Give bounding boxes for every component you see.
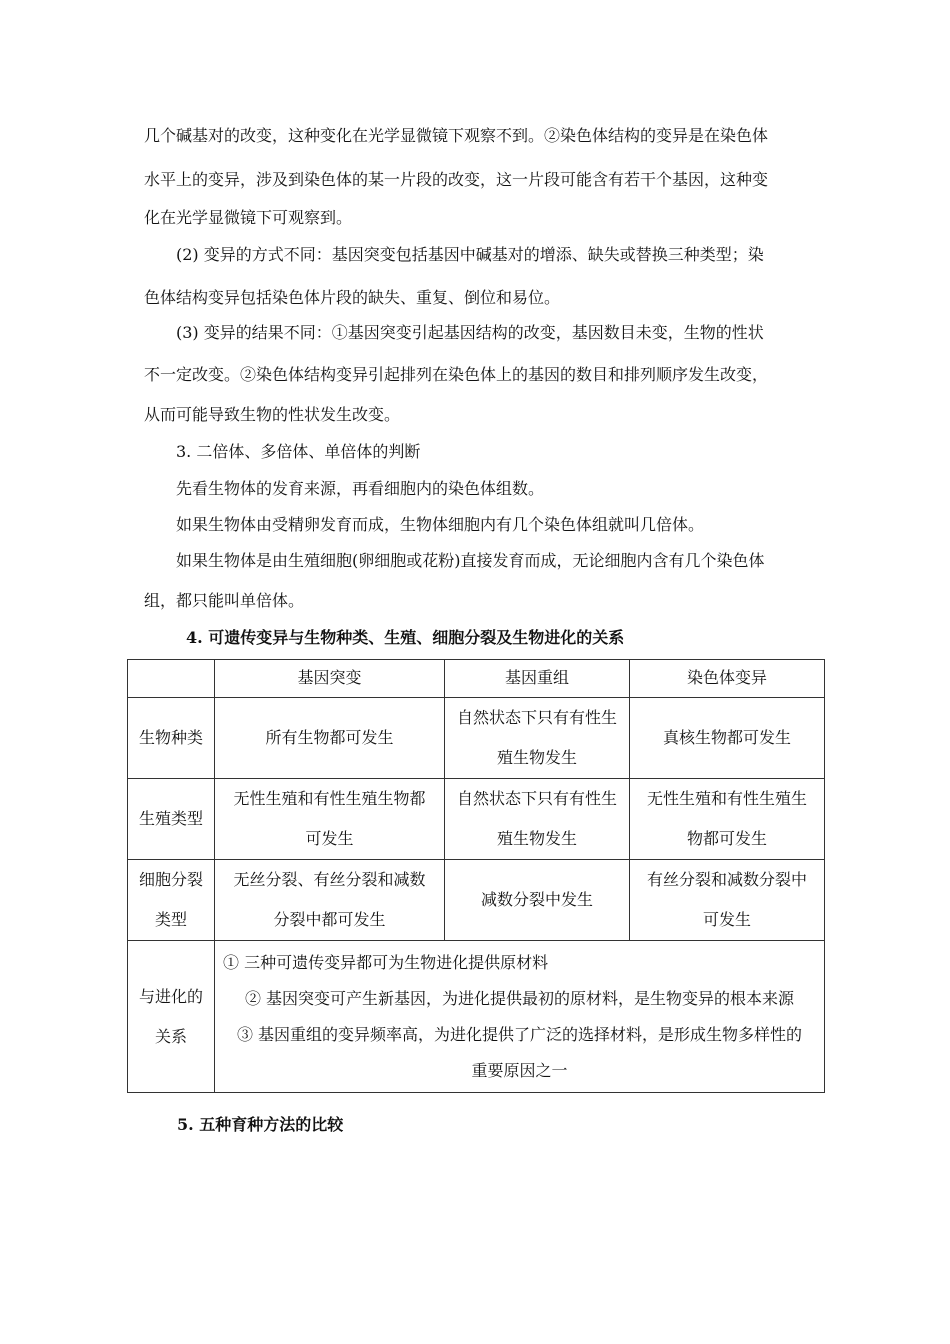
table-cell (445, 860, 630, 941)
header-cell: 基因重组 (445, 660, 630, 698)
header-cell: 染色体变异 (630, 660, 825, 698)
cell-line: 真核生物都可发生 (662, 728, 791, 747)
variation-relationship-table (127, 659, 825, 1093)
section-3-line: 先看生物体的发育来源，再看细胞内的染色体组数。 (176, 479, 545, 498)
cell-line: 无性生殖和有性生殖生 (646, 789, 807, 808)
cell-line: 有丝分裂和减数分裂中 (646, 870, 807, 889)
cell-line: 殖生物发生 (496, 829, 577, 848)
cell-line: 分裂中都可发生 (273, 910, 386, 929)
evolution-cell (215, 941, 825, 1093)
section-3-heading: 3. 二倍体、多倍体、单倍体的判断 (176, 442, 421, 461)
paragraph-line: 不一定改变。②染色体结构变异引起排列在染色体上的基因的数目和排列顺序发生改变， (144, 365, 769, 384)
cell-line: 与进化的 (138, 986, 203, 1006)
paragraph-line: 几个碱基对的改变，这种变化在光学显微镜下观察不到。②染色体结构的变异是在染色体 (144, 126, 769, 145)
section-4-heading: 4. 可遗传变异与生物种类、生殖、细胞分裂及生物进化的关系 (186, 628, 625, 647)
paragraph-line: 水平上的变异，涉及到染色体的某一片段的改变，这一片段可能含有若干个基因，这种变 (144, 170, 769, 189)
evolution-line: ② 基因突变可产生新基因，为进化提供最初的原材料，是生物变异的根本来源 (244, 988, 795, 1008)
table-row (128, 698, 825, 779)
cell-line: 可发生 (305, 829, 354, 848)
paragraph-line: (3) 变异的结果不同：①基因突变引起基因结构的改变，基因数目未变，生物的性状 (176, 323, 764, 342)
cell-line: 细胞分裂 (138, 870, 203, 889)
table-cell (215, 779, 445, 860)
cell-line: 殖生物发生 (496, 748, 577, 767)
row-label: 生殖类型 (128, 779, 215, 860)
row-label (128, 860, 215, 941)
cell-line: 物都可发生 (686, 829, 767, 848)
paragraph-line: 从而可能导致生物的性状发生改变。 (144, 405, 401, 424)
cell-line: 所有生物都可发生 (265, 728, 394, 747)
cell-line: 可发生 (702, 910, 751, 929)
section-3-line: 组，都只能叫单倍体。 (144, 591, 305, 610)
table-row (128, 860, 825, 941)
evolution-line: 重要原因之一 (471, 1060, 568, 1080)
cell-line: 自然状态下只有有性生 (456, 708, 617, 727)
section-3-line: 如果生物体是由生殖细胞(卵细胞或花粉)直接发育而成，无论细胞内含有几个染色体 (176, 551, 765, 570)
cell-line: 类型 (154, 910, 187, 929)
cell-line: 减数分裂中发生 (480, 890, 593, 909)
row-label: 生物种类 (128, 698, 215, 779)
table-cell (630, 698, 825, 779)
table-cell (215, 860, 445, 941)
header-cell: 基因突变 (215, 660, 445, 698)
table-cell (630, 779, 825, 860)
paragraph-line: 化在光学显微镜下可观察到。 (144, 208, 353, 227)
evolution-row (128, 941, 825, 1093)
cell-line: 自然状态下只有有性生 (456, 789, 617, 808)
paragraph-line: 色体结构变异包括染色体片段的缺失、重复、倒位和易位。 (144, 288, 561, 307)
header-cell-empty (128, 660, 215, 698)
cell-line: 无丝分裂、有丝分裂和减数 (233, 870, 426, 889)
table-cell (215, 698, 445, 779)
cell-line: 关系 (154, 1026, 187, 1046)
row-label (128, 941, 215, 1093)
table-header-row (128, 660, 825, 698)
section-5-heading: 5. 五种育种方法的比较 (177, 1115, 344, 1134)
section-3-line: 如果生物体由受精卵发育而成，生物体细胞内有几个染色体组就叫几倍体。 (176, 515, 705, 534)
evolution-line: ③ 基因重组的变异频率高，为进化提供了广泛的选择材料，是形成生物多样性的 (236, 1024, 803, 1044)
table-cell (445, 698, 630, 779)
cell-line: 无性生殖和有性生殖生物都 (233, 789, 426, 808)
table-row (128, 779, 825, 860)
table-cell (630, 860, 825, 941)
table-cell (445, 779, 630, 860)
evolution-line: ① 三种可遗传变异都可为生物进化提供原材料 (223, 952, 549, 972)
paragraph-line: (2) 变异的方式不同：基因突变包括基因中碱基对的增添、缺失或替换三种类型；染 (176, 245, 764, 264)
